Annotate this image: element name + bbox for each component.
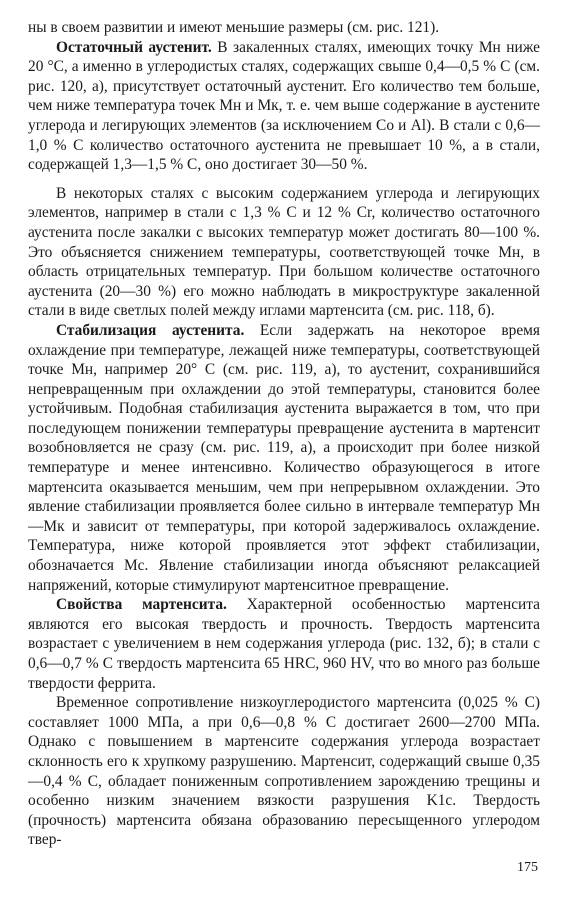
paragraph-tensile-strength bbox=[28, 693, 540, 850]
paragraph-text: Временное сопротивление низкоуглеродистого мартенсита (0,025 % С) составляет 1000 МПа, а при 0,6—0,8 % С достигает 2600—2700 МПа. Однако с повышением в мартенсите содержания углерода возрастает склонность его к хрупкому разрушению. Мартенсит, содержащий свыше 0,35—0,4 % С, обладает пониженным сопротивлением зарождению трещины и особенно низким значением вязкости разрушения K1с. Твердость (прочность) мартенсита обязана образованию пересыщенного углеродом твер- bbox=[28, 694, 540, 849]
paragraph-text: В некоторых сталях с высоким содержанием углерода и легирующих элементов, например в стали с 1,3 % С и 12 % Cr, количество остаточного аустенита после закалки с высоких температур может достигать 80—100 %. Это объясняется снижением температуры, соответствующей точке Mн, в область отрицательных температур. При большом количестве остаточного аустенита (20—30 %) его можно наблюдать в микроструктуре закаленной стали в виде светлых полей между иглами мартенсита (см. рис. 118, б). bbox=[28, 184, 540, 320]
section-heading: Остаточный аустенит. bbox=[56, 38, 212, 56]
carry-over-line: ны в своем развитии и имеют меньшие размеры (см. рис. 121). bbox=[28, 19, 440, 36]
paragraph-retained-austenite bbox=[28, 38, 540, 175]
paragraph-text: В закаленных сталях, имеющих точку Mн ниже 20 °С, а именно в углеродистых сталях, содержащих свыше 0,4—0,5 % С (см. рис. 120, а), присутствует остаточный аустенит. Его количество тем больше, чем ниже температура точек Mн и Mк, т. е. чем выше содержание в аустените углерода и легирующих элементов (за исключением Со и Al). В стали с 0,6—1,0 % С количество остаточного аустенита не превышает 10 %, а в стали, содержащей 1,3—1,5 % С, оно достигает 30—50 %. bbox=[28, 38, 540, 174]
section-heading: Стабилизация аустенита. bbox=[56, 321, 245, 339]
paragraph-text: Характерной особенностью мартенсита являются его высокая твердость и прочность. Твердость мартенсита возрастает с увеличением в нем содержания углерода (рис. 132, б); в стали с 0,6—0,7 % С твердость мартенсита 65 HRC, 960 HV, что во много раз больше твердости феррита. bbox=[28, 596, 541, 692]
page-number: 175 bbox=[517, 860, 538, 876]
paragraph-text: Если задержать на некоторое время охлаждение при температуре, лежащей ниже температуры, соответствующей точке Mн, например 20° С (см. рис. 119, а), то аустенит, сохранившийся непревращенным при охлаждении до этой температуры, становится более устойчивым. Подобная стабилизация аустенита выражается в том, что при последующем понижении температуры превращение аустенита в мартенсит возобновляется не сразу (см. рис. 119, а), а происходит при более низкой температуре и менее интенсивно. Количество образующегося в итоге мартенсита оказывается меньшим, чем при непрерывном охлаждении. Это явление стабилизации проявляется более сильно в интервале температур Mн—Mк и зависит от температуры, при которой задерживалось охлаждение. Температура, ниже которой проявляется этот эффект стабилизации, обозначается Mс. Явление стабилизации иногда объясняют релаксацией напряжений, которые стимулируют мартенситное превращение. bbox=[28, 321, 541, 594]
section-heading: Свойства мартенсита. bbox=[56, 596, 227, 614]
paragraph-stabilization bbox=[28, 321, 540, 595]
paragraph-high-carbon bbox=[28, 184, 540, 321]
paragraph-martensite-properties bbox=[28, 595, 540, 693]
